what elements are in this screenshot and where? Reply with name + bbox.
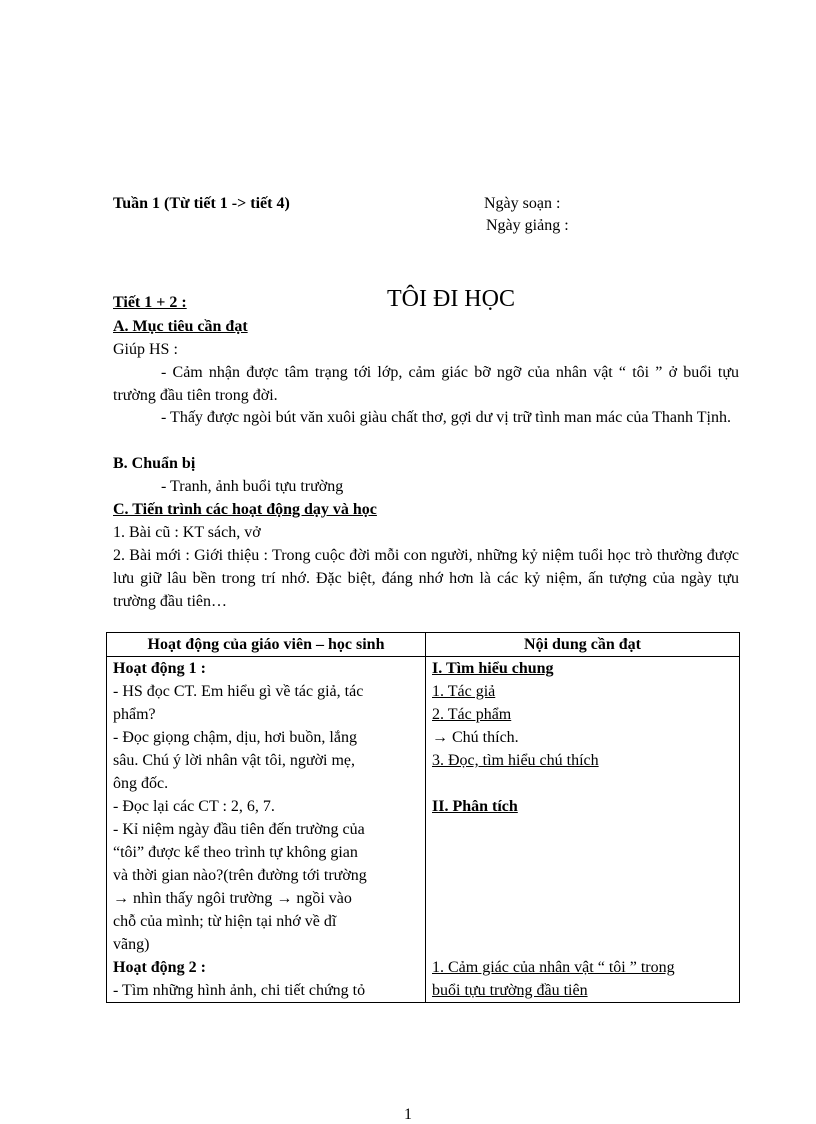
- col-header-content: Nội dung cần đạt: [426, 633, 740, 657]
- activity-2-heading: Hoạt động 2 :: [113, 959, 206, 976]
- content-item-feeling-line-2: buổi tựu trường đầu tiên: [432, 982, 588, 999]
- table-line: chỗ của mình; từ hiện tại nhớ về dĩ: [113, 913, 337, 930]
- spacer: [432, 772, 733, 795]
- content-section-2: II. Phân tích: [432, 798, 518, 815]
- spacer: [432, 887, 733, 910]
- lesson-activity-table: [106, 632, 740, 1003]
- content-item-work: 2. Tác phẩm: [432, 706, 512, 723]
- content-item-feeling-line-1: 1. Cảm giác của nhân vật “ tôi ” trong: [432, 959, 675, 976]
- goal-2: - Thấy được ngòi bút văn xuôi giàu chất thơ, gợi dư vị trữ tình man mác của Thanh Tịnh.: [161, 409, 731, 426]
- page-number: 1: [404, 1106, 412, 1123]
- spacer: [432, 933, 733, 956]
- spacer: [432, 864, 733, 887]
- content-item-author: 1. Tác giả: [432, 683, 496, 700]
- activity-1-heading: Hoạt động 1 :: [113, 660, 206, 677]
- section-a-intro: Giúp HS :: [113, 341, 178, 358]
- goal-1: - Cảm nhận được tâm trạng tới lớp, cảm giác bỡ ngỡ của nhân vật “ tôi ” ở buổi tựu trường đầu tiên trong đời.: [113, 364, 739, 404]
- table-line: - Kỉ niệm ngày đầu tiên đến trường của: [113, 821, 365, 838]
- content-cell: [426, 657, 740, 1003]
- content-item-reading: 3. Đọc, tìm hiểu chú thích: [432, 752, 599, 769]
- content-section-1: I. Tìm hiểu chung: [432, 660, 554, 677]
- table-body-row: [107, 657, 740, 1003]
- content-item-note: → Chú thích.: [432, 729, 519, 746]
- table-line: vãng): [113, 936, 150, 953]
- table-line: ông đốc.: [113, 775, 169, 792]
- table-line: phẩm?: [113, 706, 156, 723]
- spacer: [432, 841, 733, 864]
- table-line: - HS đọc CT. Em hiểu gì về tác giả, tác: [113, 683, 364, 700]
- section-c-heading: C. Tiến trình các hoạt động dạy và học: [113, 501, 377, 518]
- section-c-item-1: 1. Bài cũ : KT sách, vở: [113, 524, 261, 541]
- week-label: Tuần 1 (Từ tiết 1 -> tiết 4): [113, 195, 290, 212]
- spacer: [432, 818, 733, 841]
- table-line: “tôi” được kể theo trình tự không gian: [113, 844, 358, 861]
- table-line: → nhìn thấy ngôi trường → ngồi vào: [113, 890, 352, 907]
- teach-date-label: Ngày giảng :: [486, 217, 569, 234]
- table-line: - Đọc lại các CT : 2, 6, 7.: [113, 798, 275, 815]
- table-line: - Tìm những hình ảnh, chi tiết chứng tỏ: [113, 982, 366, 999]
- section-b-heading: B. Chuẩn bị: [113, 455, 196, 472]
- col-header-activities: Hoạt động của giáo viên – học sinh: [107, 633, 426, 657]
- lesson-title: TÔI ĐI HỌC: [387, 286, 515, 312]
- section-a-heading: A. Mục tiêu cần đạt: [113, 318, 248, 335]
- table-line: - Đọc giọng chậm, dịu, hơi buồn, lắng: [113, 729, 357, 746]
- table-line: và thời gian nào?(trên đường tới trường: [113, 867, 367, 884]
- table-line: sâu. Chú ý lời nhân vật tôi, người mẹ,: [113, 752, 356, 769]
- period-label: Tiết 1 + 2 :: [113, 294, 187, 311]
- spacer: [432, 910, 733, 933]
- prep-date-label: Ngày soạn :: [484, 195, 561, 212]
- activities-cell: [107, 657, 426, 1003]
- section-b-item: - Tranh, ảnh buổi tựu trường: [161, 478, 344, 495]
- section-c-item-2: 2. Bài mới : Giới thiệu : Trong cuộc đời mỗi con người, những kỷ niệm tuổi học trò thường được lưu giữ lâu bền trong trí nhớ. Đặc biệt, đáng nhớ hơn là các kỷ niệm, ấn tượng của ngày tựu trường đầu tiên…: [113, 547, 739, 610]
- table-header-row: [107, 633, 740, 657]
